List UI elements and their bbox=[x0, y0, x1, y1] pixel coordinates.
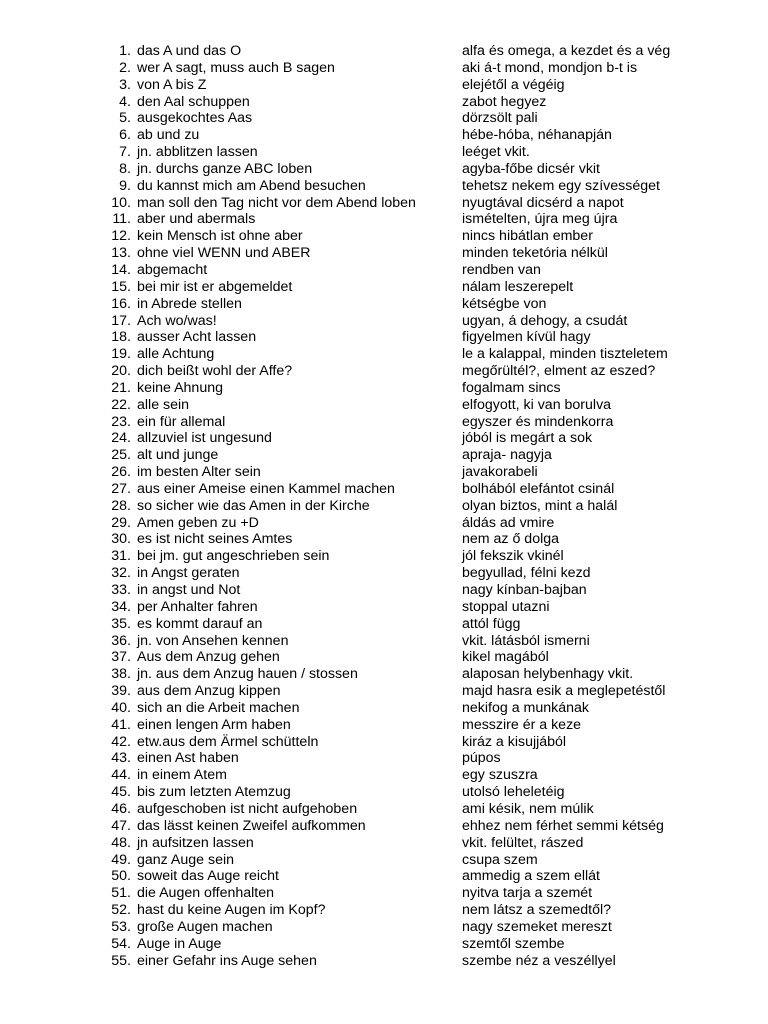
list-item bbox=[0, 195, 768, 212]
item-number: 13. bbox=[111, 245, 131, 262]
hungarian-translation: jól fekszik vkinél bbox=[462, 548, 564, 565]
list-item bbox=[0, 818, 768, 835]
item-number: 34. bbox=[111, 598, 131, 615]
item-number: 46. bbox=[111, 800, 131, 817]
item-number: 6. bbox=[119, 127, 131, 144]
item-number: 37. bbox=[111, 649, 131, 666]
german-phrase: in angst und Not bbox=[137, 582, 241, 598]
list-item bbox=[0, 161, 768, 178]
list-item bbox=[0, 498, 768, 515]
list-item bbox=[0, 633, 768, 650]
german-phrase: den Aal schuppen bbox=[137, 93, 250, 110]
item-number: 42. bbox=[111, 733, 131, 750]
item-number: 30. bbox=[111, 531, 131, 548]
german-phrase: das A und das O bbox=[137, 43, 242, 59]
list-item bbox=[0, 110, 768, 127]
hungarian-translation: le a kalappal, minden tiszteletem bbox=[462, 346, 668, 363]
list-item bbox=[0, 936, 768, 953]
hungarian-translation: nyugtával dicsérd a napot bbox=[462, 194, 624, 211]
hungarian-translation: ismételten, újra meg újra bbox=[462, 211, 618, 228]
hungarian-translation: nálam leszerepelt bbox=[462, 278, 574, 295]
german-phrase: man soll den Tag nicht vor dem Abend loben bbox=[137, 194, 416, 211]
list-item bbox=[0, 649, 768, 666]
item-number: 33. bbox=[111, 582, 131, 598]
list-item bbox=[0, 582, 768, 599]
item-number: 36. bbox=[111, 632, 131, 649]
list-item bbox=[0, 868, 768, 885]
list-item bbox=[0, 750, 768, 767]
german-phrase: kein Mensch ist ohne aber bbox=[137, 228, 303, 245]
hungarian-translation: alaposan helybenhagy vkit. bbox=[462, 666, 634, 683]
item-number: 45. bbox=[111, 784, 131, 801]
german-phrase: jn. aus dem Anzug hauen / stossen bbox=[137, 666, 358, 683]
german-phrase: alle Achtung bbox=[137, 346, 215, 363]
hungarian-translation: egy szuszra bbox=[462, 767, 538, 784]
item-number: 29. bbox=[111, 514, 131, 531]
list-item bbox=[0, 531, 768, 548]
hungarian-translation: kiráz a kisujjából bbox=[462, 733, 567, 750]
list-item bbox=[0, 885, 768, 902]
hungarian-translation: nyitva tarja a szemét bbox=[462, 885, 593, 902]
german-phrase: keine Ahnung bbox=[137, 379, 223, 396]
german-phrase: große Augen machen bbox=[137, 918, 273, 935]
list-item bbox=[0, 902, 768, 919]
german-phrase: Ach wo/was! bbox=[137, 312, 217, 329]
list-item bbox=[0, 329, 768, 346]
list-item bbox=[0, 414, 768, 431]
list-item bbox=[0, 852, 768, 869]
german-phrase: aber und abermals bbox=[137, 211, 256, 228]
list-item bbox=[0, 77, 768, 94]
german-phrase: von A bis Z bbox=[137, 76, 207, 93]
hungarian-translation: ami késik, nem múlik bbox=[462, 800, 594, 817]
item-number: 3. bbox=[119, 76, 131, 93]
item-number: 50. bbox=[111, 868, 131, 885]
list-item bbox=[0, 548, 768, 565]
hungarian-translation: bolhából elefántot csinál bbox=[462, 480, 615, 497]
german-phrase: alle sein bbox=[137, 396, 190, 413]
german-phrase: etw.aus dem Ärmel schütteln bbox=[137, 733, 319, 750]
list-item bbox=[0, 380, 768, 397]
german-phrase: in Angst geraten bbox=[137, 565, 240, 582]
german-phrase: hast du keine Augen im Kopf? bbox=[137, 902, 326, 919]
item-number: 10. bbox=[111, 194, 131, 211]
hungarian-translation: kikel magából bbox=[462, 649, 549, 666]
item-number: 22. bbox=[111, 396, 131, 413]
german-phrase: es kommt darauf an bbox=[137, 615, 263, 632]
list-item bbox=[0, 767, 768, 784]
hungarian-translation: púpos bbox=[462, 750, 501, 767]
list-item bbox=[0, 481, 768, 498]
list-item bbox=[0, 262, 768, 279]
german-phrase: soweit das Auge reicht bbox=[137, 868, 279, 885]
german-phrase: Aus dem Anzug gehen bbox=[137, 649, 280, 666]
item-number: 5. bbox=[119, 110, 131, 127]
item-number: 15. bbox=[111, 278, 131, 295]
list-item bbox=[0, 734, 768, 751]
list-item bbox=[0, 211, 768, 228]
list-item bbox=[0, 835, 768, 852]
german-phrase: du kannst mich am Abend besuchen bbox=[137, 177, 366, 194]
german-phrase: aufgeschoben ist nicht aufgehoben bbox=[137, 800, 358, 817]
german-phrase: jn. abblitzen lassen bbox=[137, 144, 258, 161]
german-phrase: jn aufsitzen lassen bbox=[137, 834, 254, 851]
item-number: 28. bbox=[111, 497, 131, 514]
hungarian-translation: leéget vkit. bbox=[462, 144, 530, 161]
list-item bbox=[0, 127, 768, 144]
list-item bbox=[0, 363, 768, 380]
german-phrase: das lässt keinen Zweifel aufkommen bbox=[137, 817, 366, 834]
item-number: 48. bbox=[111, 834, 131, 851]
hungarian-translation: egyszer és mindenkorra bbox=[462, 413, 614, 430]
hungarian-translation: fogalmam sincs bbox=[462, 379, 561, 396]
item-number: 31. bbox=[111, 548, 131, 565]
item-number: 12. bbox=[111, 228, 131, 245]
hungarian-translation: stoppal utazni bbox=[462, 598, 550, 615]
hungarian-translation: nincs hibátlan ember bbox=[462, 228, 593, 245]
hungarian-translation: nagy kínban-bajban bbox=[462, 582, 587, 598]
list-item bbox=[0, 94, 768, 111]
list-item bbox=[0, 178, 768, 195]
list-item bbox=[0, 666, 768, 683]
german-phrase: aus einer Ameise einen Kammel machen bbox=[137, 480, 395, 497]
item-number: 52. bbox=[111, 902, 131, 919]
german-phrase: sich an die Arbeit machen bbox=[137, 699, 300, 716]
list-item bbox=[0, 313, 768, 330]
idiom-list bbox=[0, 43, 768, 969]
german-phrase: so sicher wie das Amen in der Kirche bbox=[137, 497, 370, 514]
list-item bbox=[0, 346, 768, 363]
hungarian-translation: attól függ bbox=[462, 615, 521, 632]
item-number: 55. bbox=[111, 952, 131, 969]
item-number: 11. bbox=[112, 211, 131, 228]
item-number: 40. bbox=[111, 699, 131, 716]
list-item bbox=[0, 464, 768, 481]
list-item bbox=[0, 447, 768, 464]
list-item bbox=[0, 616, 768, 633]
item-number: 18. bbox=[111, 329, 131, 346]
list-item bbox=[0, 296, 768, 313]
hungarian-translation: begyullad, félni kezd bbox=[462, 565, 591, 582]
item-number: 43. bbox=[111, 750, 131, 767]
item-number: 47. bbox=[111, 817, 131, 834]
item-number: 35. bbox=[111, 615, 131, 632]
item-number: 20. bbox=[111, 363, 131, 380]
hungarian-translation: vkit. felültet, rászed bbox=[462, 834, 584, 851]
list-item bbox=[0, 279, 768, 296]
list-item bbox=[0, 515, 768, 532]
hungarian-translation: nem látsz a szemedtől? bbox=[462, 902, 612, 919]
german-phrase: jn. durchs ganze ABC loben bbox=[137, 160, 313, 177]
item-number: 19. bbox=[111, 346, 131, 363]
hungarian-translation: jóból is megárt a sok bbox=[462, 430, 593, 447]
german-phrase: in einem Atem bbox=[137, 767, 227, 784]
hungarian-translation: rendben van bbox=[462, 261, 541, 278]
hungarian-translation: zabot hegyez bbox=[462, 93, 547, 110]
german-phrase: ganz Auge sein bbox=[137, 851, 235, 868]
list-item bbox=[0, 953, 768, 970]
list-item bbox=[0, 43, 768, 60]
list-item bbox=[0, 144, 768, 161]
german-phrase: in Abrede stellen bbox=[137, 295, 242, 312]
hungarian-translation: apraja- nagyja bbox=[462, 447, 552, 464]
item-number: 51. bbox=[111, 885, 131, 902]
item-number: 14. bbox=[111, 261, 131, 278]
german-phrase: wer A sagt, muss auch B sagen bbox=[137, 59, 335, 76]
list-item bbox=[0, 717, 768, 734]
item-number: 53. bbox=[111, 918, 131, 935]
hungarian-translation: minden teketória nélkül bbox=[462, 245, 608, 262]
hungarian-translation: utolsó leheletéig bbox=[462, 784, 565, 801]
list-item bbox=[0, 565, 768, 582]
hungarian-translation: kétségbe von bbox=[462, 295, 547, 312]
item-number: 23. bbox=[111, 413, 131, 430]
item-number: 49. bbox=[111, 851, 131, 868]
hungarian-translation: majd hasra esik a meglepetéstől bbox=[462, 683, 666, 700]
item-number: 16. bbox=[111, 295, 131, 312]
hungarian-translation: olyan biztos, mint a halál bbox=[462, 497, 618, 514]
item-number: 24. bbox=[111, 430, 131, 447]
hungarian-translation: csupa szem bbox=[462, 851, 538, 868]
hungarian-translation: nem az ő dolga bbox=[462, 531, 560, 548]
item-number: 2. bbox=[119, 59, 131, 76]
list-item bbox=[0, 228, 768, 245]
hungarian-translation: nekifog a munkának bbox=[462, 699, 589, 716]
german-phrase: aus dem Anzug kippen bbox=[137, 683, 281, 700]
list-item bbox=[0, 801, 768, 818]
hungarian-translation: figyelmen kívül hagy bbox=[462, 329, 591, 346]
list-item bbox=[0, 397, 768, 414]
item-number: 4. bbox=[119, 93, 131, 110]
german-phrase: ein für allemal bbox=[137, 413, 226, 430]
item-number: 26. bbox=[111, 464, 131, 481]
item-number: 38. bbox=[111, 666, 131, 683]
hungarian-translation: szemtől szembe bbox=[462, 935, 565, 952]
german-phrase: per Anhalter fahren bbox=[137, 598, 258, 615]
hungarian-translation: tehetsz nekem egy szívességet bbox=[462, 177, 660, 194]
german-phrase: bis zum letzten Atemzug bbox=[137, 784, 291, 801]
hungarian-translation: javakorabeli bbox=[462, 464, 538, 481]
item-number: 27. bbox=[111, 480, 131, 497]
list-item bbox=[0, 700, 768, 717]
german-phrase: dich beißt wohl der Affe? bbox=[137, 363, 293, 380]
item-number: 8. bbox=[119, 160, 131, 177]
list-item bbox=[0, 683, 768, 700]
hungarian-translation: nagy szemeket mereszt bbox=[462, 918, 612, 935]
hungarian-translation: szembe néz a veszéllyel bbox=[462, 952, 616, 969]
german-phrase: einen lengen Arm haben bbox=[137, 716, 291, 733]
list-item bbox=[0, 599, 768, 616]
hungarian-translation: agyba-főbe dicsér vkit bbox=[462, 160, 601, 177]
item-number: 39. bbox=[111, 683, 131, 700]
item-number: 54. bbox=[111, 935, 131, 952]
item-number: 7. bbox=[119, 144, 131, 161]
german-phrase: alt und junge bbox=[137, 447, 219, 464]
german-phrase: bei jm. gut angeschrieben sein bbox=[137, 548, 330, 565]
list-item bbox=[0, 784, 768, 801]
list-item bbox=[0, 430, 768, 447]
german-phrase: allzuviel ist ungesund bbox=[137, 430, 272, 447]
german-phrase: ausser Acht lassen bbox=[137, 329, 257, 346]
german-phrase: einen Ast haben bbox=[137, 750, 239, 767]
german-phrase: ab und zu bbox=[137, 127, 200, 144]
german-phrase: einer Gefahr ins Auge sehen bbox=[137, 952, 317, 969]
item-number: 41. bbox=[111, 716, 131, 733]
hungarian-translation: aki á-t mond, mondjon b-t is bbox=[462, 59, 638, 76]
list-item bbox=[0, 60, 768, 77]
item-number: 25. bbox=[111, 447, 131, 464]
hungarian-translation: vkit. látásból ismerni bbox=[462, 632, 590, 649]
german-phrase: Auge in Auge bbox=[137, 935, 222, 952]
hungarian-translation: hébe-hóba, néhanapján bbox=[462, 127, 612, 144]
item-number: 32. bbox=[111, 565, 131, 582]
german-phrase: Amen geben zu +D bbox=[137, 514, 259, 531]
hungarian-translation: ehhez nem férhet semmi kétség bbox=[462, 817, 664, 834]
item-number: 44. bbox=[111, 767, 131, 784]
hungarian-translation: alfa és omega, a kezdet és a vég bbox=[462, 43, 671, 59]
german-phrase: ausgekochtes Aas bbox=[137, 110, 253, 127]
german-phrase: jn. von Ansehen kennen bbox=[137, 632, 289, 649]
item-number: 9. bbox=[119, 177, 131, 194]
hungarian-translation: áldás ad vmire bbox=[462, 514, 555, 531]
list-item bbox=[0, 245, 768, 262]
hungarian-translation: messzire ér a keze bbox=[462, 716, 582, 733]
list-item bbox=[0, 919, 768, 936]
hungarian-translation: ugyan, á dehogy, a csudát bbox=[462, 312, 628, 329]
german-phrase: im besten Alter sein bbox=[137, 464, 261, 481]
item-number: 21. bbox=[111, 379, 131, 396]
german-phrase: bei mir ist er abgemeldet bbox=[137, 278, 293, 295]
item-number: 1. bbox=[119, 43, 131, 59]
item-number: 17. bbox=[111, 312, 131, 329]
german-phrase: ohne viel WENN und ABER bbox=[137, 245, 311, 262]
german-phrase: die Augen offenhalten bbox=[137, 885, 275, 902]
hungarian-translation: ammedig a szem ellát bbox=[462, 868, 600, 885]
german-phrase: abgemacht bbox=[137, 261, 208, 278]
hungarian-translation: megőrültél?, elment az eszed? bbox=[462, 363, 656, 380]
hungarian-translation: dörzsölt pali bbox=[462, 110, 538, 127]
german-phrase: es ist nicht seines Amtes bbox=[137, 531, 293, 548]
hungarian-translation: elfogyott, ki van borulva bbox=[462, 396, 612, 413]
hungarian-translation: elejétől a végéig bbox=[462, 76, 565, 93]
